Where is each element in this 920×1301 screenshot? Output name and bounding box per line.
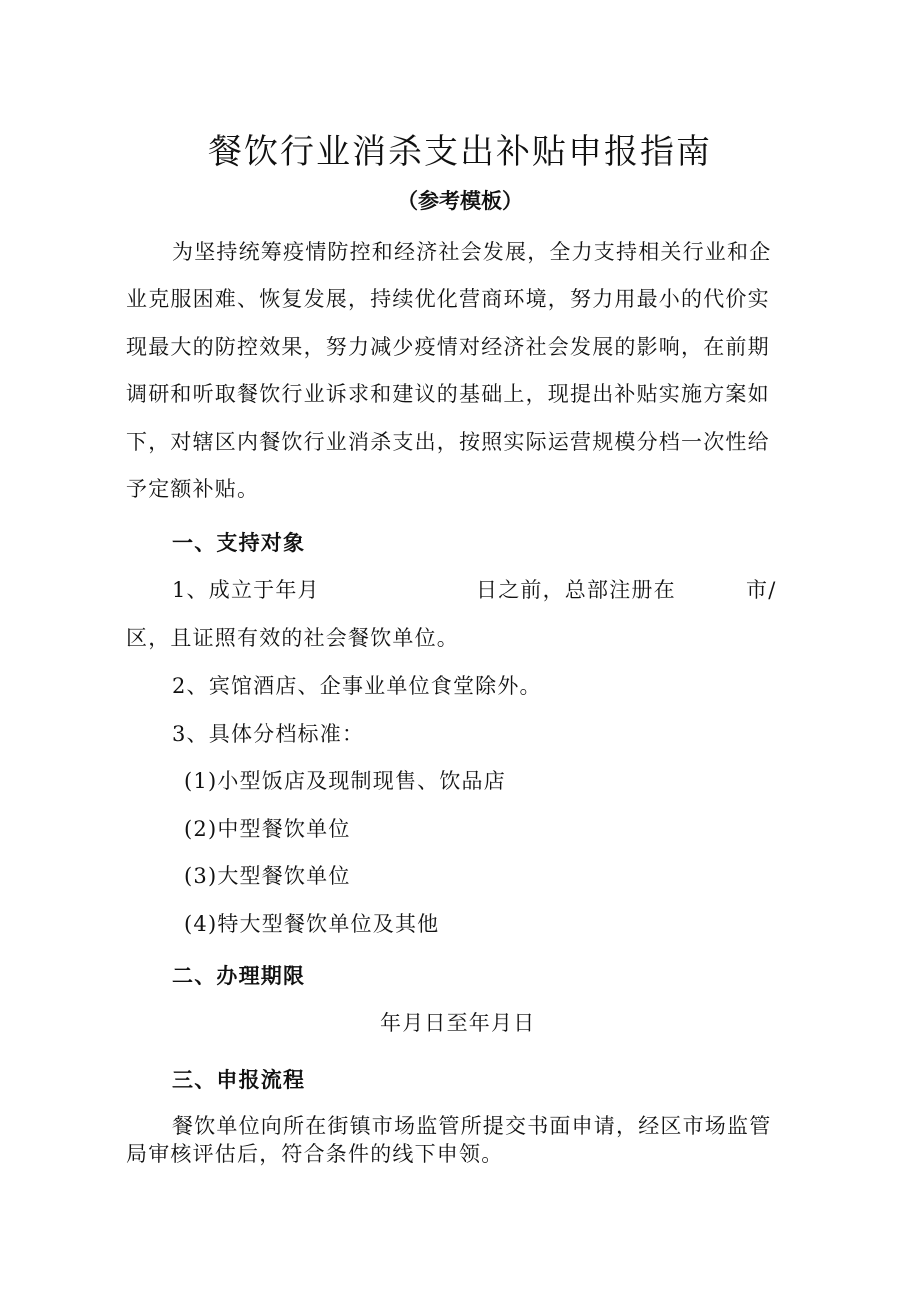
document-subtitle: （参考模板） (397, 189, 523, 213)
tier-item: (1)小型饭店及现制现售、饮品店 (184, 769, 506, 793)
section-heading-process: 三、申报流程 (172, 1068, 306, 1092)
item-1-part-b: 日之前，总部注册在 (476, 578, 676, 602)
process-line: 餐饮单位向所在街镇市场监管所提交书面申请，经区市场监管 (172, 1114, 772, 1138)
intro-line: 为坚持统筹疫情防控和经济社会发展，全力支持相关行业和企 (172, 240, 772, 264)
tier-item: (2)中型餐饮单位 (184, 817, 351, 841)
intro-line: 现最大的防控效果，努力减少疫情对经济社会发展的影响，在前期 (126, 335, 770, 359)
item-1-part-c: 市/ (746, 578, 777, 602)
item-3: 3、具体分档标准： (172, 722, 365, 746)
item-2: 2、宾馆酒店、企事业单位食堂除外。 (172, 674, 542, 698)
intro-line: 业克服困难、恢复发展，持续优化营商环境，努力用最小的代价实 (126, 287, 770, 311)
intro-line: 予定额补贴。 (126, 477, 260, 501)
document-title: 餐饮行业消杀支出补贴申报指南 (208, 132, 712, 172)
tier-item: (3)大型餐饮单位 (184, 864, 351, 888)
period-text: 年月日至年月日 (380, 1011, 536, 1035)
section-heading-support-target: 一、支持对象 (172, 531, 306, 555)
item-1-line-2: 区，且证照有效的社会餐饮单位。 (126, 626, 459, 650)
process-line: 局审核评估后，符合条件的线下申领。 (126, 1142, 504, 1166)
item-1-part-a: 1、成立于年月 (172, 578, 320, 602)
intro-line: 下，对辖区内餐饮行业消杀支出，按照实际运营规模分档一次性给 (126, 430, 770, 454)
intro-line: 调研和听取餐饮行业诉求和建议的基础上，现提出补贴实施方案如 (126, 382, 770, 406)
section-heading-period: 二、办理期限 (172, 964, 306, 988)
tier-item: (4)特大型餐饮单位及其他 (184, 912, 440, 936)
